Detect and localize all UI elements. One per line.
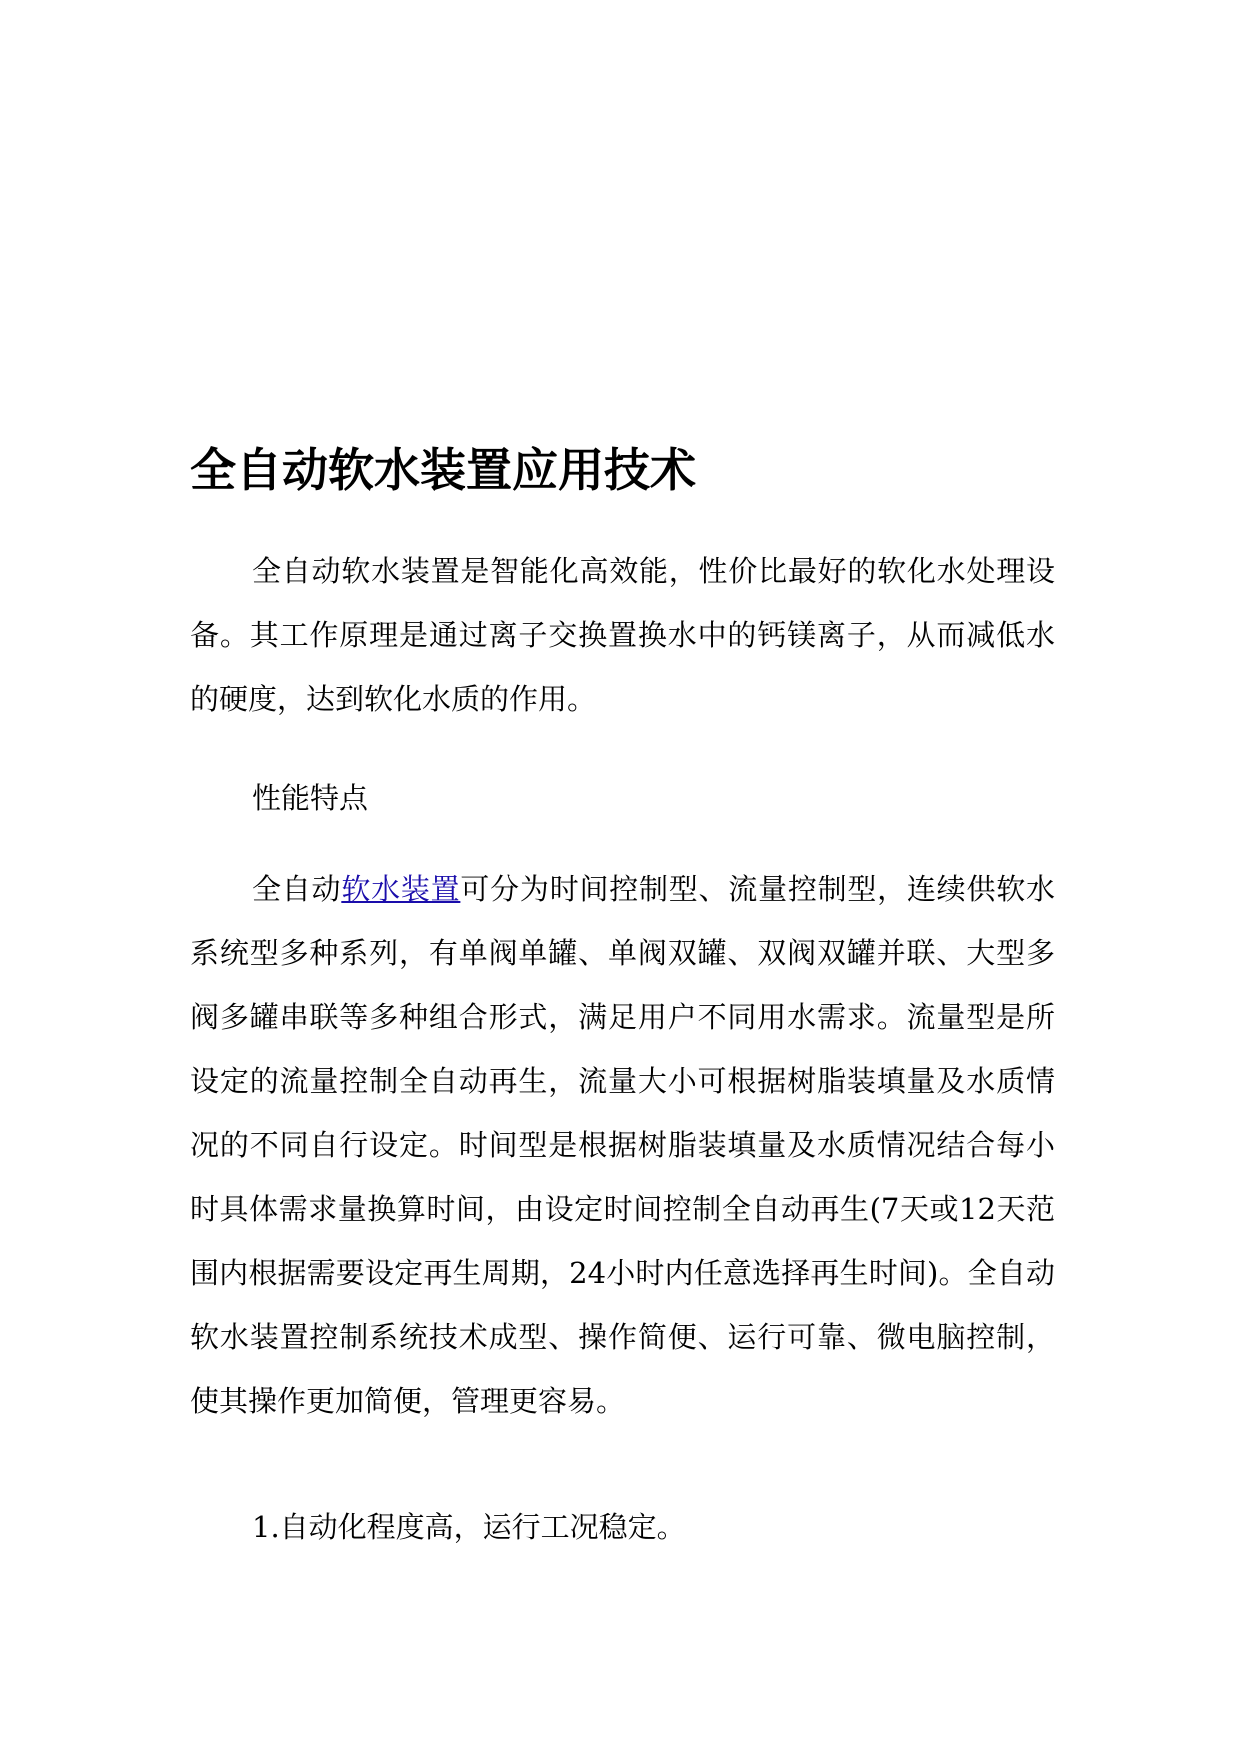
features-prefix: 全自动 (252, 872, 342, 906)
section-heading: 性能特点 (252, 781, 369, 815)
document-title: 全自动软水装置应用技术 (190, 443, 696, 497)
list-item-1: 1.自动化程度高，运行工况稳定。 (252, 1510, 686, 1544)
intro-paragraph: 全自动软水装置是智能化高效能，性价比最好的软化水处理设备。其工作原理是通过离子交换置换水中的钙镁离子，从而减低水的硬度，达到软化水质的作用。 (190, 554, 1055, 716)
features-text: 可分为时间控制型、流量控制型，连续供软水系统型多种系列，有单阀单罐、单阀双罐、双阀双罐并联、大型多阀多罐串联等多种组合形式，满足用户不同用水需求。流量型是所设定的流量控制全自动再生，流量大小可根据树脂装填量及水质情况的不同自行设定。时间型是根据树脂装填量及水质情况结合每小时具体需求量换算时间，由设定时间控制全自动再生(7天或12天范围内根据需要设定再生周期，24小时内任意选择再生时间)。全自动软水装置控制系统技术成型、操作简便、运行可靠、微电脑控制，使其操作更加简便，管理更容易。 (190, 872, 1055, 1418)
features-paragraph (190, 857, 1055, 1433)
soft-water-device-link[interactable]: 软水装置 (341, 872, 461, 906)
